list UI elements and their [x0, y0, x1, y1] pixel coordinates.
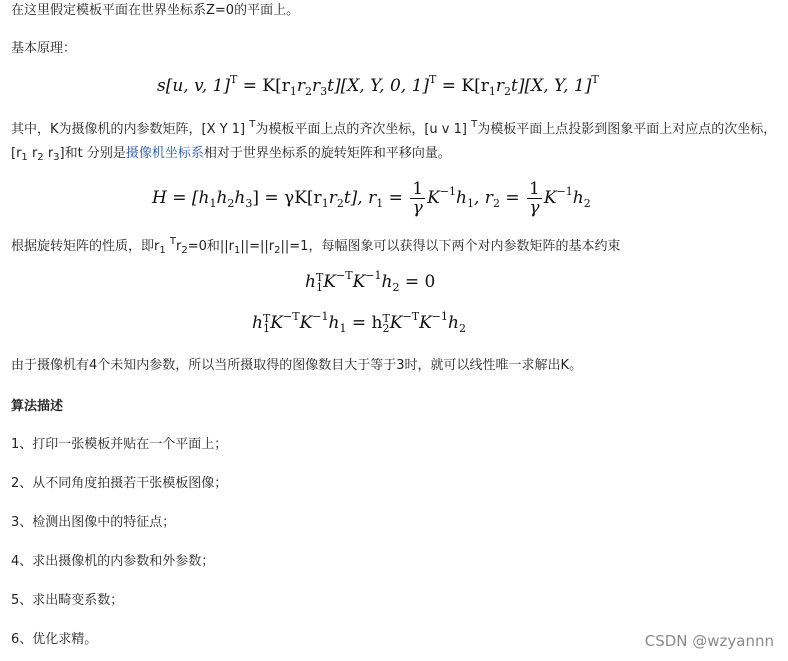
csdn-watermark: CSDN @wzyannn: [644, 632, 774, 650]
intro-text: 在这里假定模板平面在世界坐标系Z=0的平面上。: [11, 3, 300, 18]
step-item: 1、打印一张模板并贴在一个平面上；: [11, 437, 228, 452]
conclusion-text: 由于摄像机有4个未知内参数，所以当所摄取得的图像数目大于等于3时，就可以线性唯一求解出K。: [11, 358, 583, 373]
step-item: 2、从不同角度拍摄若干张模板图像；: [11, 476, 228, 491]
principle-heading: 基本原理：: [11, 41, 77, 56]
equation-constraint-2: h T 1 $K^{-T}K^{-1}h_1 = h$ T 2 $K^{-T}K^{-1}h_2$: [252, 310, 466, 335]
equation-constraint-1: h T 1 $K^{-T}K^{-1}h_2 = 0$: [305, 269, 436, 294]
explanation-paragraph: 其中，K为摄像机的内参数矩阵，[X Y 1] $^T$为模板平面上点的齐次坐标，[u v 1] $^T$为模板平面上点投影到图象平面上对应点的次坐标，[$r_1$ $r_2$ $r_3$]和t 分别是摄像机坐标系相对于世界坐标系的旋转矩阵和平移向量。: [11, 119, 777, 163]
step-item: 5、求出畸变系数；: [11, 593, 124, 608]
step-item: 3、检测出图像中的特征点；: [11, 515, 176, 530]
equation-projection: s[u, v, $1]^T = K[r_1r_2r_3t][X$, Y, 0, $1]^T = K[r_1r_2t][X$, Y, 1]$^T$: [157, 73, 599, 98]
equation-homography: $H = [h_1h_2h_3] = \gamma K[r_1r_2t]$, $r_1$ = $\frac{1}{\gamma}$ $K^{-1}h_1$, $r_2$ = $\frac{1}{\gamma}$ $K^{-1}h_2$: [152, 179, 591, 218]
step-item: 4、求出摄像机的内参数和外参数；: [11, 554, 215, 569]
camera-coordinate-link[interactable]: 摄像机坐标系: [125, 146, 204, 161]
rotation-property-text: 根据旋转矩阵的性质，即$r_1$ $^Tr_2=0$和$||r_1||=||r_2||=1$，每幅图象可以获得以下两个对内参数矩阵的基本约束: [11, 236, 621, 256]
step-item: 6、优化求精。: [11, 632, 98, 647]
algorithm-heading: 算法描述: [11, 399, 64, 414]
